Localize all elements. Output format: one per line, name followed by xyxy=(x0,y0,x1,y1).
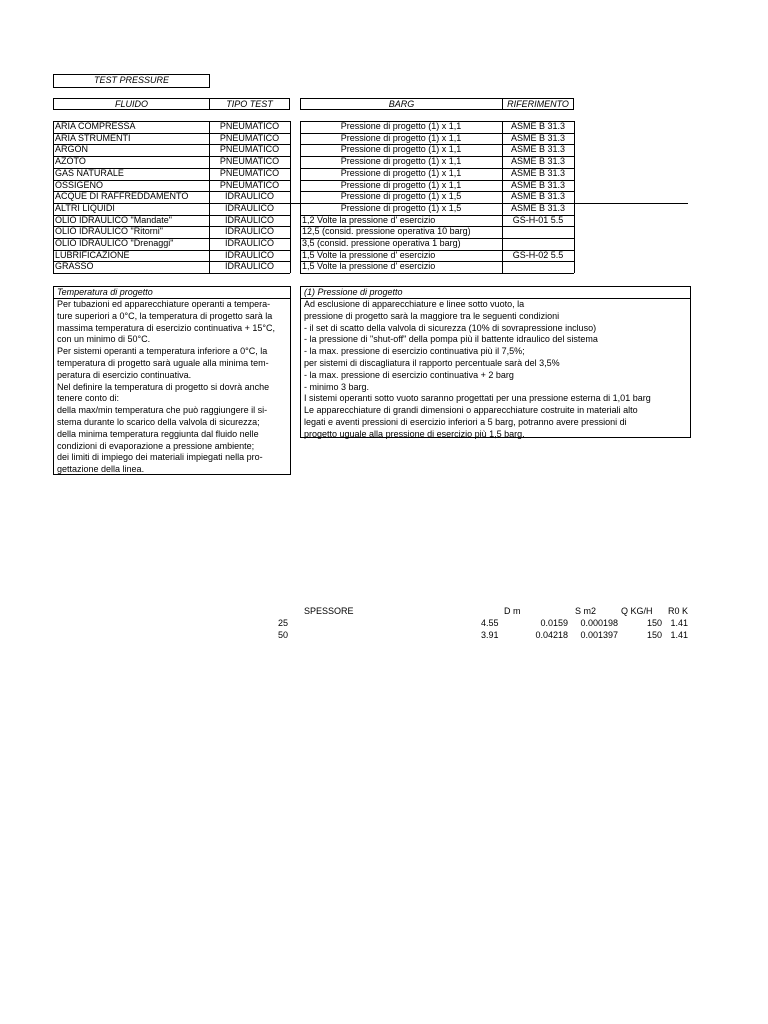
cell-rif: ASME B 31.3 xyxy=(510,132,566,143)
header-tipo-test: TIPO TEST xyxy=(209,98,290,110)
cell-barg: Pressione di progetto (1) x 1,1 xyxy=(340,156,462,167)
calc-cell-spessore: 25 xyxy=(278,618,289,628)
cell-tipo: IDRAULICO xyxy=(224,214,274,225)
note-line: Per tubazioni ed apparecchiature operanti a tempera- xyxy=(57,299,271,309)
table-rule xyxy=(53,250,290,251)
cell-barg: Pressione di progetto (1) x 1,5 xyxy=(340,191,462,202)
cell-tipo: IDRAULICO xyxy=(224,238,274,248)
cell-tipo: PNEUMATICO xyxy=(219,179,280,190)
table-col-rule xyxy=(300,121,301,273)
calc-header-sm2: S m2 xyxy=(575,606,597,616)
cell-barg: Pressione di progetto (1) x 1,1 xyxy=(340,121,462,131)
cell-barg: Pressione di progetto (1) x 1,5 xyxy=(340,202,462,213)
cell-barg: Pressione di progetto (1) x 1,1 xyxy=(340,144,462,155)
test-pressure-title: TEST PRESSURE xyxy=(53,74,210,88)
cell-barg: Pressione di progetto (1) x 1,1 xyxy=(340,179,462,190)
header-fluido: FLUIDO xyxy=(53,98,210,110)
note-line: Ad esclusione di apparecchiature e linee sotto vuoto, la xyxy=(304,299,525,309)
table-rule xyxy=(300,191,574,192)
note-line: ture superiori a 0°C, la temperatura di progetto sarà la xyxy=(57,310,273,321)
cell-barg: Pressione di progetto (1) x 1,1 xyxy=(340,132,462,143)
note-line: gettazione della linea. xyxy=(57,464,145,475)
calc-cell-dm: 3.91 xyxy=(481,630,499,640)
table-rule xyxy=(53,133,290,134)
cell-rif: ASME B 31.3 xyxy=(510,167,566,178)
cell-fluido: ARIA STRUMENTI xyxy=(55,132,131,143)
calc-cell-r: 1.41 xyxy=(670,630,688,640)
cell-rif: ASME B 31.3 xyxy=(510,179,566,190)
table-col-rule xyxy=(574,121,575,273)
cell-tipo: PNEUMATICO xyxy=(219,144,280,155)
cell-barg: 1,2 Volte la pressione d' esercizio xyxy=(302,214,436,225)
cell-fluido: ARGON xyxy=(55,144,89,155)
note-line: dei limiti di impiego dei materiali impiegati nella pro- xyxy=(57,452,263,463)
table-rule xyxy=(53,191,290,192)
cell-tipo: PNEUMATICO xyxy=(219,156,280,167)
cell-tipo: IDRAULICO xyxy=(224,191,274,202)
cell-tipo: PNEUMATICO xyxy=(219,167,280,178)
note-line: temperatura di progetto sarà uguale alla minima tem- xyxy=(57,357,269,368)
calc-header-rok: R0 K xyxy=(668,606,689,616)
table-rule xyxy=(300,156,574,157)
table-rule xyxy=(53,156,290,157)
note-line: Per sistemi operanti a temperatura inferiore a 0°C, la xyxy=(57,346,268,357)
table-rule xyxy=(300,226,574,227)
cell-rif: ASME B 31.3 xyxy=(510,202,566,213)
header-riferimento: RIFERIMENTO xyxy=(502,98,574,110)
cell-tipo: IDRAULICO xyxy=(224,249,274,260)
note-line: per sistemi di discagliatura il rapporto percentuale sarà del 3,5% xyxy=(304,357,560,368)
calc-cell-a: 0.0159 xyxy=(540,618,568,628)
header-barg: BARG xyxy=(300,98,503,110)
calc-cell-r: 1.41 xyxy=(670,618,688,628)
note-line: della minima temperatura reggiunta dal fluido nelle xyxy=(57,428,259,439)
table-rule xyxy=(300,250,574,251)
note-line: - la max. pressione di esercizio continuativa + 2 barg xyxy=(304,369,514,380)
cell-rif: ASME B 31.3 xyxy=(510,191,566,202)
table-rule xyxy=(53,215,290,216)
table-rule xyxy=(300,238,574,239)
cell-tipo: IDRAULICO xyxy=(224,202,274,213)
note-temperatura-title: Temperatura di progetto xyxy=(54,287,290,299)
calc-cell-spessore: 50 xyxy=(278,630,289,640)
cell-fluido: ACQUE DI RAFFREDDAMENTO xyxy=(55,191,189,202)
cell-rif xyxy=(502,238,574,250)
cell-barg: 1,5 Volte la pressione d' esercizio xyxy=(302,249,436,260)
note-line: tenere conto di: xyxy=(57,393,120,404)
cell-barg: Pressione di progetto (1) x 1,1 xyxy=(340,167,462,178)
cell-rif: ASME B 31.3 xyxy=(510,121,566,131)
table-rule xyxy=(53,180,290,181)
note-line: della max/min temperatura che può raggiungere il si- xyxy=(57,405,268,416)
note-line: peratura di esercizio continuativa. xyxy=(57,369,192,380)
cell-barg: 12,5 (consid. pressione operativa 10 barg) xyxy=(302,226,471,237)
calc-cell-dm: 4.55 xyxy=(481,618,499,628)
table-rule xyxy=(53,261,290,262)
note-line: condizioni di evaporazione a pressione ambiente; xyxy=(57,440,255,451)
note-line: Nel definire la temperatura di progetto si dovrà anche xyxy=(57,381,270,392)
note-line: - minimo 3 barg. xyxy=(304,381,370,392)
table-rule xyxy=(53,121,290,122)
table-col-rule xyxy=(209,121,210,273)
calc-cell-a: 0.04218 xyxy=(535,630,568,640)
note-line: pressione di progetto sarà la maggiore tra le seguenti condizioni xyxy=(304,310,560,321)
note-line: I sistemi operanti sotto vuoto saranno progettati per una pressione esterna di 1,01 barg xyxy=(304,393,651,404)
cell-fluido: LUBRIFICAZIONE xyxy=(55,249,130,260)
cell-fluido: AZOTO xyxy=(55,156,86,167)
calc-cell-b: 0.000198 xyxy=(580,618,618,628)
note-pressione xyxy=(300,286,691,438)
note-line: Le apparecchiature di grandi dimensioni o apparecchiature costruite in materiali alto xyxy=(304,405,638,416)
note-line: legati e aventi pressioni di esercizio inferiori a 5 barg, potranno avere pressioni di xyxy=(304,416,627,427)
table-rule xyxy=(53,226,290,227)
table-col-rule xyxy=(53,121,54,273)
table-rule xyxy=(300,133,574,134)
table-rule-long xyxy=(53,203,688,204)
note-line: - la max. pressione di esercizio continuativa più il 7,5%; xyxy=(304,346,525,357)
note-temperatura xyxy=(53,286,291,475)
cell-fluido: OLIO IDRAULICO "Ritorni" xyxy=(55,226,163,237)
table-rule xyxy=(300,273,574,274)
cell-tipo: IDRAULICO xyxy=(224,226,274,237)
cell-barg: 3,5 (consid. pressione operativa 1 barg) xyxy=(302,238,461,248)
table-rule xyxy=(300,261,574,262)
calc-cell-q: 150 xyxy=(646,630,662,640)
note-line: - la pressione di "shut-off" della pompa più il battente idraulico del sistema xyxy=(304,334,598,345)
cell-barg: 1,5 Volte la pressione d' esercizio xyxy=(302,261,436,272)
cell-fluido: ALTRI LIQUIDI xyxy=(55,202,115,213)
cell-fluido: OSSIGENO xyxy=(55,179,104,190)
table-col-rule xyxy=(502,121,503,273)
note-line: stema durante lo scarico della valvola di sicurezza; xyxy=(57,416,260,427)
cell-rif xyxy=(502,226,574,238)
cell-fluido: GAS NATURALE xyxy=(55,167,124,178)
cell-rif: ASME B 31.3 xyxy=(510,156,566,167)
calc-cell-b: 0.001397 xyxy=(580,630,618,640)
cell-fluido: OLIO IDRAULICO "Drenaggi" xyxy=(55,238,174,248)
note-line: progetto uguale alla pressione di esercizio più 1,5 barg. xyxy=(304,428,525,439)
cell-fluido: GRASSO xyxy=(55,261,94,272)
table-rule xyxy=(300,168,574,169)
table-col-rule xyxy=(290,121,291,273)
table-rule xyxy=(300,144,574,145)
cell-rif: GS-H-02 5.5 xyxy=(512,249,564,260)
cell-tipo: PNEUMATICO xyxy=(219,132,280,143)
note-line: - il set di scatto della valvola di sicurezza (10% di sovrapressione incluso) xyxy=(304,322,597,333)
cell-tipo: IDRAULICO xyxy=(224,261,274,272)
calc-header-spessore: SPESSORE xyxy=(304,606,354,616)
table-rule xyxy=(53,238,290,239)
table-rule xyxy=(53,168,290,169)
cell-tipo: PNEUMATICO xyxy=(219,121,280,131)
note-line: con un minimo di 50°C. xyxy=(57,334,151,345)
calc-cell-q: 150 xyxy=(646,618,662,628)
table-rule xyxy=(300,215,574,216)
table-rule xyxy=(300,121,574,122)
table-rule xyxy=(300,180,574,181)
cell-rif: ASME B 31.3 xyxy=(510,144,566,155)
table-rule xyxy=(53,273,290,274)
cell-fluido: ARIA COMPRESSA xyxy=(55,121,136,131)
cell-rif xyxy=(502,261,574,273)
calc-header-qkgh: Q KG/H xyxy=(621,606,653,616)
calc-header-dm: D m xyxy=(504,606,521,616)
note-pressione-title: (1) Pressione di progetto xyxy=(301,287,690,299)
cell-rif: GS-H-01 5.5 xyxy=(512,214,564,225)
note-line: massima temperatura di esercizio continuativa + 15°C, xyxy=(57,322,275,333)
cell-fluido: OLIO IDRAULICO "Mandate" xyxy=(55,214,172,225)
table-rule xyxy=(53,144,290,145)
